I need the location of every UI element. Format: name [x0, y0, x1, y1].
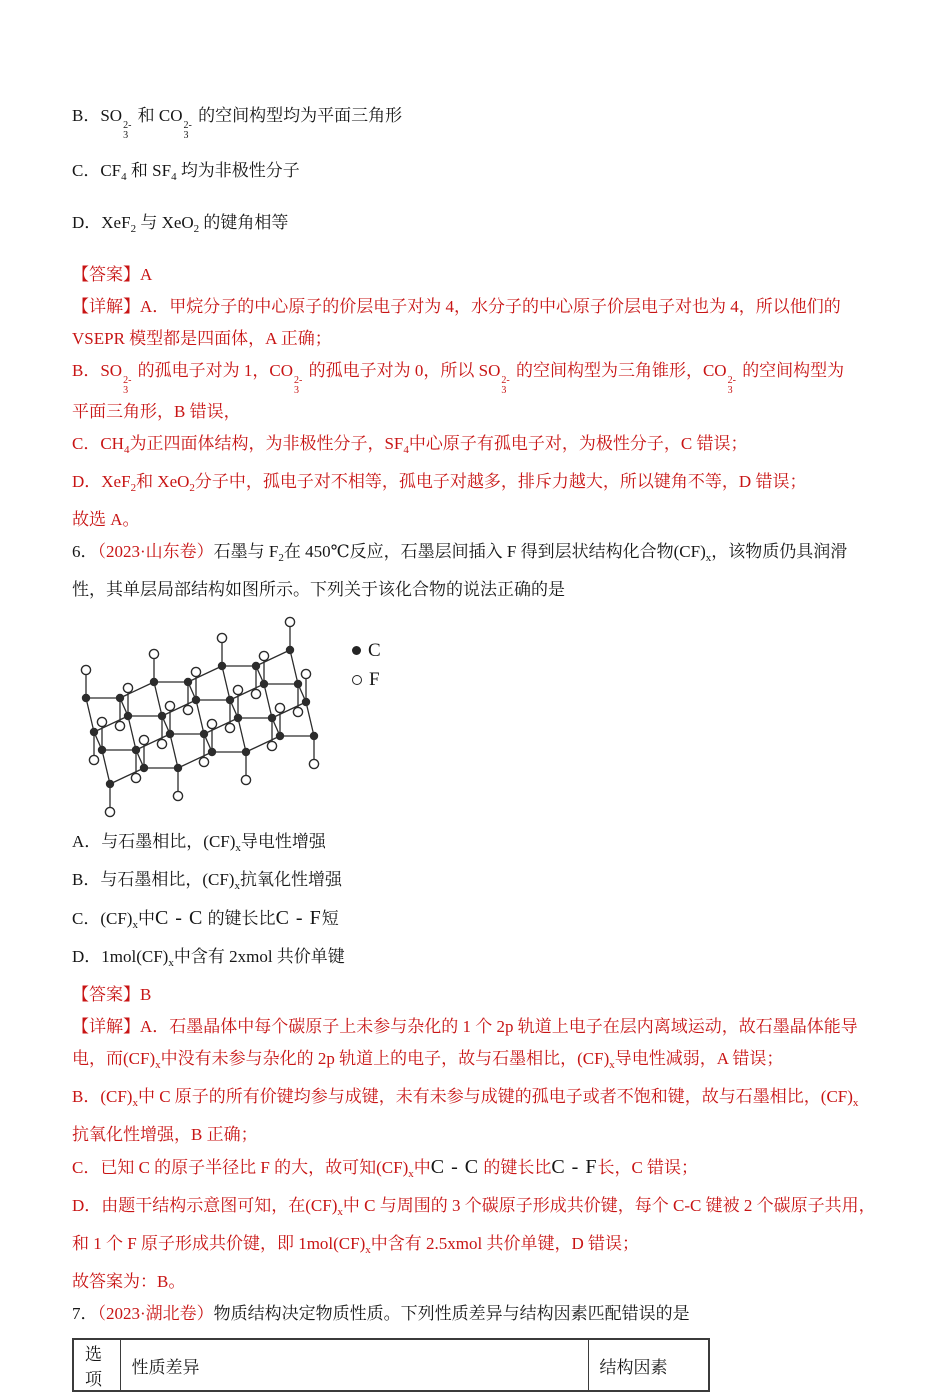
text-line: 性，其单层局部结构如图所示。下列关于该化合物的说法正确的是 — [72, 580, 565, 599]
fluorine-atom-icon — [352, 675, 362, 685]
carbon-atom-icon — [352, 646, 361, 655]
text-line: 和 1 个 F 原子形成共价键，即 $1mol(CF)_x$中含有 2.5xmol 共价单键，D 错误； — [72, 1234, 640, 1256]
text-line: 抗氧化性增强，B 正确； — [72, 1125, 258, 1144]
stacked-ion-charge: 2- 3 — [123, 375, 132, 396]
structure-figure — [74, 614, 884, 820]
table-header-structure-factor: 结构因素 — [588, 1339, 709, 1391]
legend-label-carbon: C — [368, 640, 381, 661]
stacked-ion-charge: 2- 3 — [294, 375, 303, 396]
question6-options — [72, 826, 884, 979]
legend-item-carbon — [352, 636, 381, 665]
question6-answer-explanation — [72, 979, 884, 1298]
table-header-property-difference: 性质差异 — [120, 1339, 588, 1391]
question5-options — [72, 100, 884, 245]
text-line: B．$(CF)_x$中 C 原子的所有价键均参与成键，未有未参与成键的孤电子或者不饱和键，故与石墨相比，$(CF)_x$ — [72, 1087, 859, 1109]
text-line: 【答案】B — [72, 985, 152, 1004]
question5-answer-explanation — [72, 259, 884, 536]
text-line: C．$CH_4$为正四面体结构，为非极性分子，$SF_4$中心原子有孤电子对，为极性分子，C 错误； — [72, 434, 748, 456]
text-line: D．XeF$_2$和 XeO$_2$分子中，孤电子对不相等，孤电子对越多，排斥力越大，所以键角不等，D 错误； — [72, 472, 807, 494]
text-line: 7．（2023·湖北卷）物质结构决定物质性质。下列性质差异与结构因素匹配错误的是 — [72, 1304, 690, 1323]
question7-stem — [72, 1298, 884, 1330]
text-line: B．SO 2- 3 的孤电子对为 1，CO 2- 3 的孤电子对为 0，所以 SO 2- 3 的空间构型为三角锥形，CO 2- 3 的空间构型为 — [72, 361, 845, 396]
text-line: 故选 A。 — [72, 510, 140, 529]
text-line: 【详解】A．甲烷分子的中心原子的价层电子对为 4，水分子的中心原子价层电子对也为 4，所以他们的 — [72, 297, 841, 316]
text-line: 平面三角形，B 错误， — [72, 402, 241, 421]
text-line: C．$CF_4$ 和 $SF_4$ 均为非极性分子 — [72, 161, 300, 183]
text-line: D．$1mol(CF)_x$中含有 2xmol 共价单键 — [72, 947, 345, 969]
text-line: D．XeF$_2$ 与 XeO$_2$ 的键角相等 — [72, 213, 289, 235]
text-line: VSEPR 模型都是四面体，A 正确； — [72, 329, 332, 348]
stacked-ion-charge: 2- 3 — [123, 120, 132, 141]
table-header-option: 选项 — [73, 1339, 120, 1391]
text-line: A．与石墨相比，$(CF)_x$导电性增强 — [72, 832, 326, 854]
text-line: C．$(CF)_x$中C - C 的键长比C - F短 — [72, 907, 339, 931]
legend-label-fluorine: F — [369, 669, 380, 690]
text-line: 电，而$(CF)_x$中没有未参与杂化的 2p 轨道上的电子，故与石墨相比，$(CF)_x$导电性减弱，A 错误； — [72, 1049, 784, 1071]
stacked-ion-charge: 2- 3 — [183, 120, 192, 141]
text-line: C．已知 C 的原子半径比 F 的大，故可知$(CF)_x$中C - C 的键长比C - F长，C 错误； — [72, 1156, 699, 1180]
question7-table — [72, 1338, 710, 1392]
text-line: 【答案】A — [72, 265, 153, 284]
legend-item-fluorine — [352, 665, 381, 694]
figure-legend — [352, 636, 381, 694]
stacked-ion-charge: 2- 3 — [501, 375, 510, 396]
text-line: 【详解】A．石墨晶体中每个碳原子上未参与杂化的 1 个 2p 轨道上电子在层内离域运动，故石墨晶体能导 — [72, 1017, 858, 1036]
stacked-ion-charge: 2- 3 — [727, 375, 736, 396]
text-line: B．与石墨相比，$(CF)_x$抗氧化性增强 — [72, 870, 342, 892]
text-line: 故答案为：B。 — [72, 1272, 186, 1291]
text-line: 6．（2023·山东卷）石墨与 $F_2$在 450℃反应，石墨层间插入 F 得到层状结构化合物$(CF)_x$，该物质仍具润滑 — [72, 542, 848, 564]
structure-diagram — [74, 614, 326, 820]
question6-stem — [72, 536, 884, 606]
text-line: D．由题干结构示意图可知，在$(CF)_x$中 C 与周围的 3 个碳原子形成共价键，每个 C-C 键被 2 个碳原子共用， — [72, 1196, 876, 1218]
text-line: B．SO 2- 3 和 CO 2- 3 的空间构型均为平面三角形 — [72, 106, 403, 141]
table-header-row — [73, 1339, 709, 1391]
